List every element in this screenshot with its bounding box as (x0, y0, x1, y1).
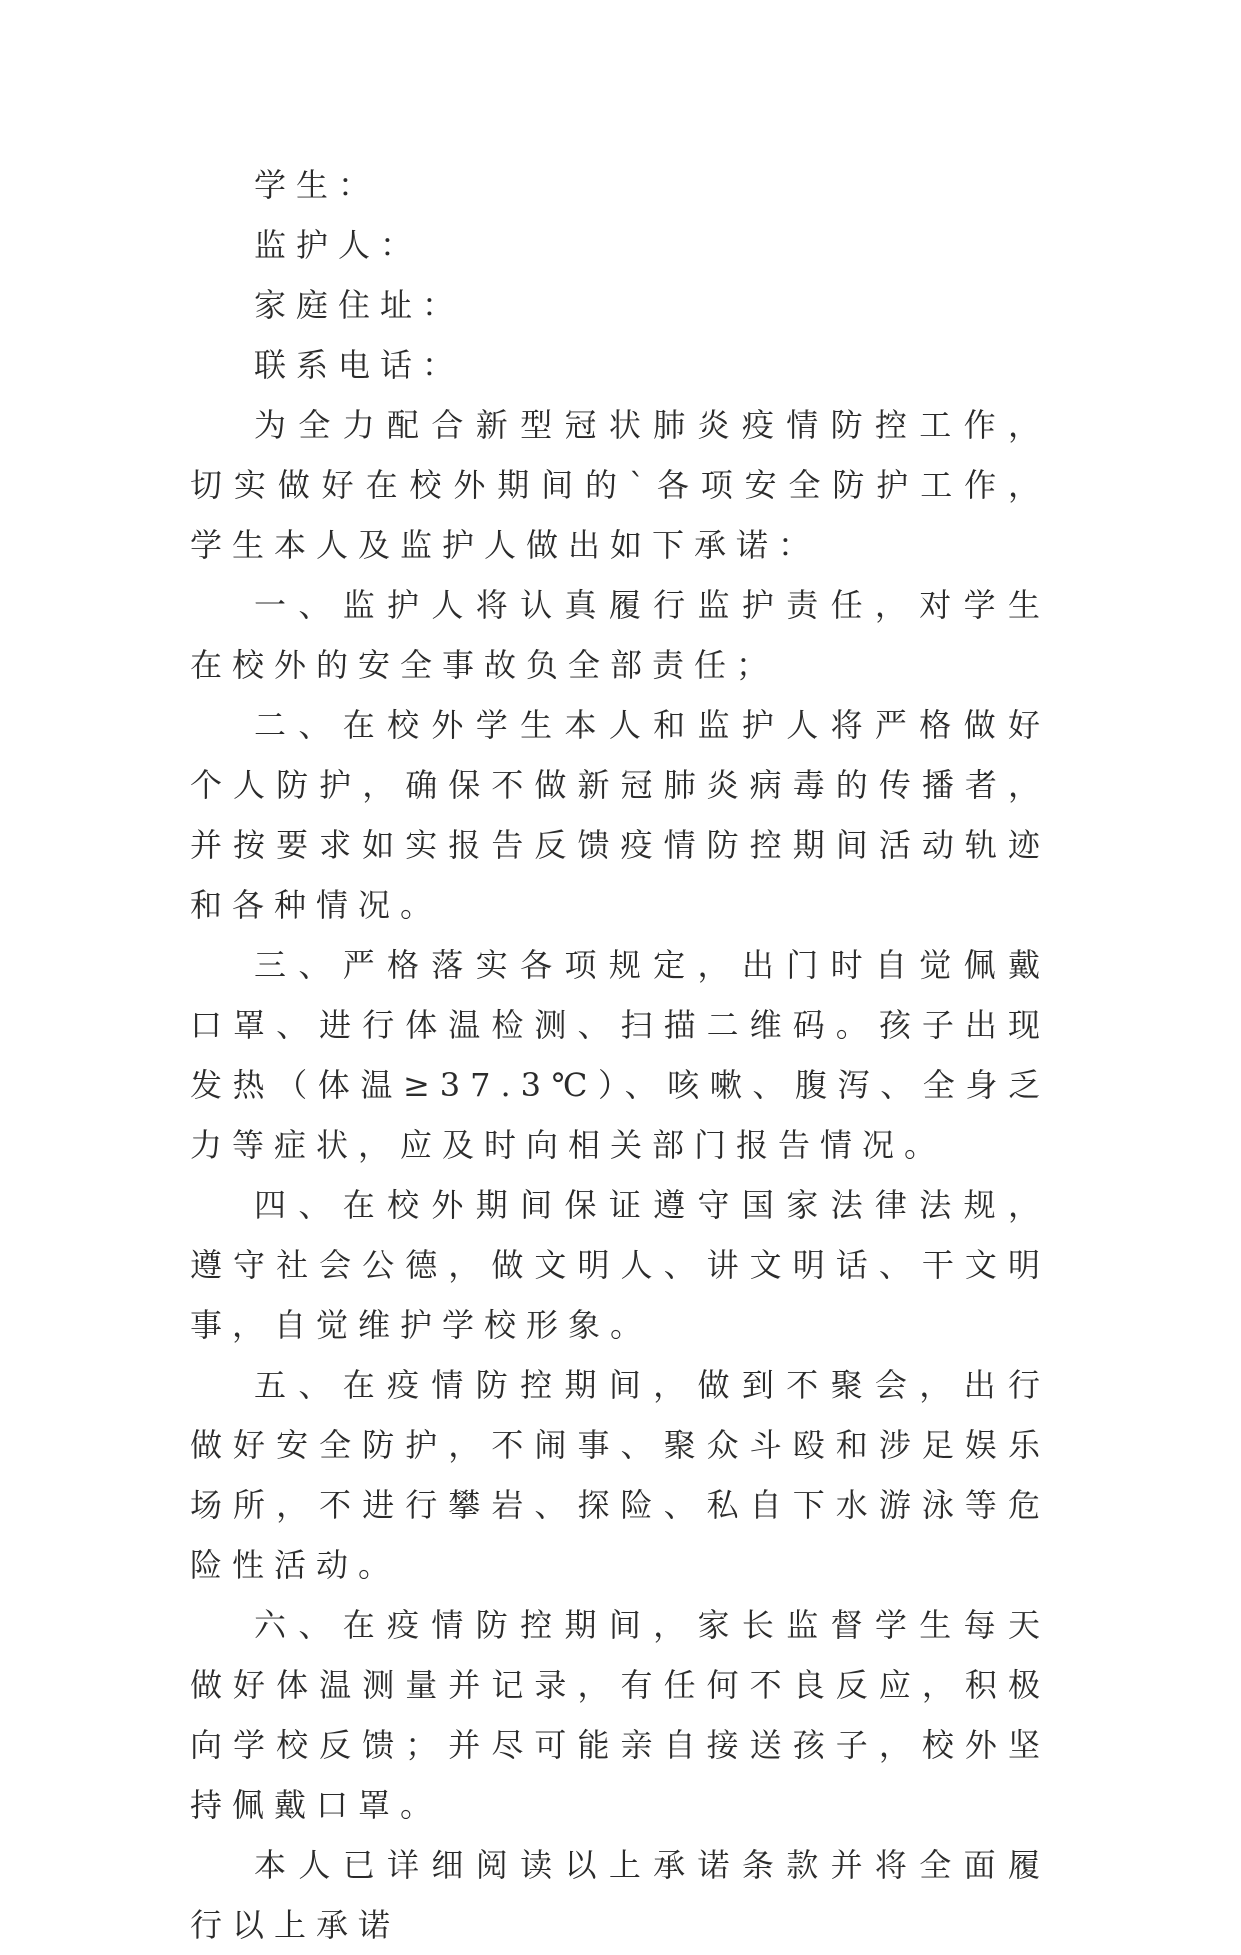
closing-paragraph: 本人已详细阅读以上承诺条款并将全面履行以上承诺 (190, 1846, 1050, 1944)
field-guardian: 监护人： (254, 226, 423, 264)
pledge-item-5: 五、在疫情防控期间，做到不聚会，出行做好安全防护，不闹事、聚众斗殴和涉足娱乐场所，不进行攀岩、探险、私自下水游泳等危险性活动。 (190, 1366, 1050, 1584)
field-student: 学生： (254, 166, 381, 204)
pledge-item-2: 二、在校外学生本人和监护人将严格做好个人防护，确保不做新冠肺炎病毒的传播者，并按要求如实报告反馈疫情防控期间活动轨迹和各种情况。 (190, 706, 1050, 924)
pledge-item-3: 三、严格落实各项规定，出门时自觉佩戴口罩、进行体温检测、扫描二维码。孩子出现发热（体温≥37.3℃）、咳嗽、腹泻、全身乏力等症状，应及时向相关部门报告情况。 (190, 946, 1050, 1164)
field-address: 家庭住址： (254, 286, 465, 324)
document-body (190, 155, 1050, 1955)
field-phone: 联系电话： (254, 346, 465, 384)
pledge-item-1: 一、监护人将认真履行监护责任，对学生在校外的安全事故负全部责任； (190, 586, 1050, 684)
pledge-item-4: 四、在校外期间保证遵守国家法律法规，遵守社会公德，做文明人、讲文明话、干文明事，自觉维护学校形象。 (190, 1186, 1050, 1344)
pledge-item-6: 六、在疫情防控期间，家长监督学生每天做好体温测量并记录，有任何不良反应，积极向学校反馈；并尽可能亲自接送孩子，校外坚持佩戴口罩。 (190, 1606, 1050, 1824)
intro-paragraph: 为全力配合新型冠状肺炎疫情防控工作，切实做好在校外期间的`各项安全防护工作，学生本人及监护人做出如下承诺： (190, 406, 1050, 564)
